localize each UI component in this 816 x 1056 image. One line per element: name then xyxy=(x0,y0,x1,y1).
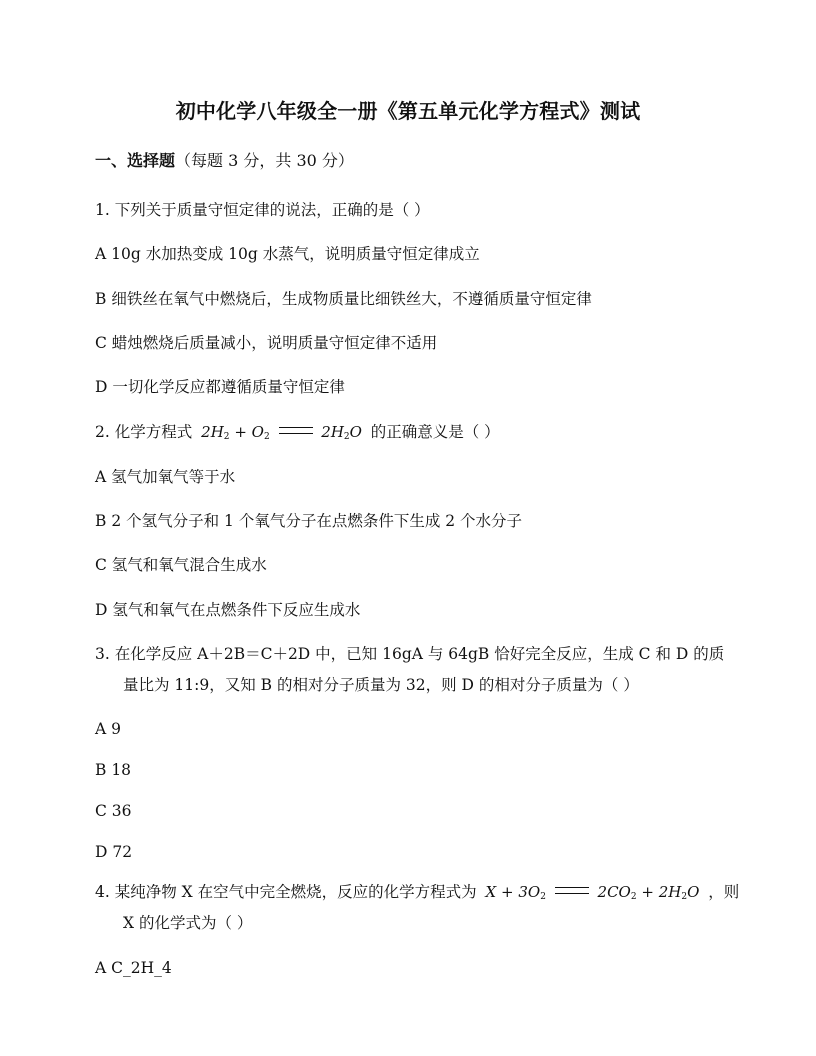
question-2-stem xyxy=(95,422,720,447)
question-4-stem-line-1 xyxy=(95,882,740,907)
section-heading-note: （每题 3 分，共 30 分） xyxy=(175,151,354,170)
section-heading xyxy=(95,151,354,171)
eq4-oxygen-subscript: 2 xyxy=(540,892,546,902)
question-3-option-d: D 72 xyxy=(95,843,133,861)
section-heading-label: 一、选择题 xyxy=(95,151,176,170)
eq2-left-subscript-2: 2 xyxy=(263,432,270,442)
eq4-co2-coefficient: 2 xyxy=(597,883,608,901)
eq4-plus-sign-1: + xyxy=(501,883,514,901)
question-2-stem-suffix: 的正确意义是（ ） xyxy=(370,423,500,441)
eq2-right-coefficient: 2 xyxy=(321,423,331,441)
eq2-left-symbol-2: O xyxy=(251,423,264,441)
question-2-stem-prefix: 2. 化学方程式 xyxy=(95,423,193,441)
equal-sign-icon xyxy=(555,887,589,894)
question-4-equation xyxy=(482,883,709,901)
question-1-stem: 1. 下列关于质量守恒定律的说法，正确的是（ ） xyxy=(95,201,430,219)
eq4-h2o-oxygen-symbol: O xyxy=(687,883,700,901)
question-1-option-d: D 一切化学反应都遵循质量守恒定律 xyxy=(95,378,345,396)
equal-sign-icon xyxy=(279,427,313,434)
question-2-equation xyxy=(197,423,371,441)
question-3-option-b: B 18 xyxy=(95,761,132,779)
question-2-option-d: D 氢气和氧气在点燃条件下反应生成水 xyxy=(95,601,361,619)
question-4-stem-suffix: ，则 xyxy=(708,883,740,901)
eq4-co2-symbol: CO xyxy=(607,883,631,901)
eq2-left-symbol-1: H xyxy=(210,423,224,441)
eq2-left-subscript-1: 2 xyxy=(223,432,230,442)
question-4-stem-prefix: 4. 某纯净物 X 在空气中完全燃烧，反应的化学方程式为 xyxy=(95,883,477,901)
eq2-right-symbol-2: O xyxy=(349,423,362,441)
eq2-right-subscript-1: 2 xyxy=(343,432,350,442)
question-2-option-c: C 氢气和氧气混合生成水 xyxy=(95,556,267,574)
eq4-co2-subscript: 2 xyxy=(630,892,637,902)
question-1-option-c: C 蜡烛燃烧后质量减小，说明质量守恒定律不适用 xyxy=(95,334,438,352)
page-title: 初中化学八年级全一册《第五单元化学方程式》测试 xyxy=(175,99,641,123)
eq2-left-coefficient-1: 2 xyxy=(201,423,211,441)
question-3-stem-line-1: 3. 在化学反应 A＋2B＝C＋2D 中，已知 16gA 与 64gB 恰好完全反应，生成 C 和 D 的质 xyxy=(95,645,725,663)
question-4-stem-line-2: X 的化学式为（ ） xyxy=(123,914,253,932)
eq2-plus-sign: + xyxy=(234,423,247,441)
question-2-option-b: B 2 个氢气分子和 1 个氧气分子在点燃条件下生成 2 个水分子 xyxy=(95,512,523,530)
eq4-plus-sign-2: + xyxy=(641,883,654,901)
eq4-h2o-hydrogen-symbol: H xyxy=(668,883,682,901)
eq4-h2o-coefficient: 2 xyxy=(658,883,669,901)
question-1-option-b: B 细铁丝在氧气中燃烧后，生成物质量比细铁丝大，不遵循质量守恒定律 xyxy=(95,290,592,308)
eq4-oxygen-symbol: O xyxy=(527,883,541,901)
question-3-option-c: C 36 xyxy=(95,802,132,820)
eq4-h2o-hydrogen-subscript: 2 xyxy=(681,892,688,902)
question-3-stem-line-2: 量比为 11:9，又知 B 的相对分子质量为 32，则 D 的相对分子质量为（ ） xyxy=(123,676,639,694)
eq4-x-symbol: X xyxy=(485,883,497,901)
question-4-option-a: A C_2H_4 xyxy=(95,959,172,977)
question-1-option-a: A 10g 水加热变成 10g 水蒸气，说明质量守恒定律成立 xyxy=(95,245,480,263)
question-3-option-a: A 9 xyxy=(95,720,121,738)
question-2-option-a: A 氢气加氧气等于水 xyxy=(95,468,236,486)
eq4-oxygen-coefficient: 3 xyxy=(518,883,528,901)
eq2-right-symbol-1: H xyxy=(330,423,344,441)
